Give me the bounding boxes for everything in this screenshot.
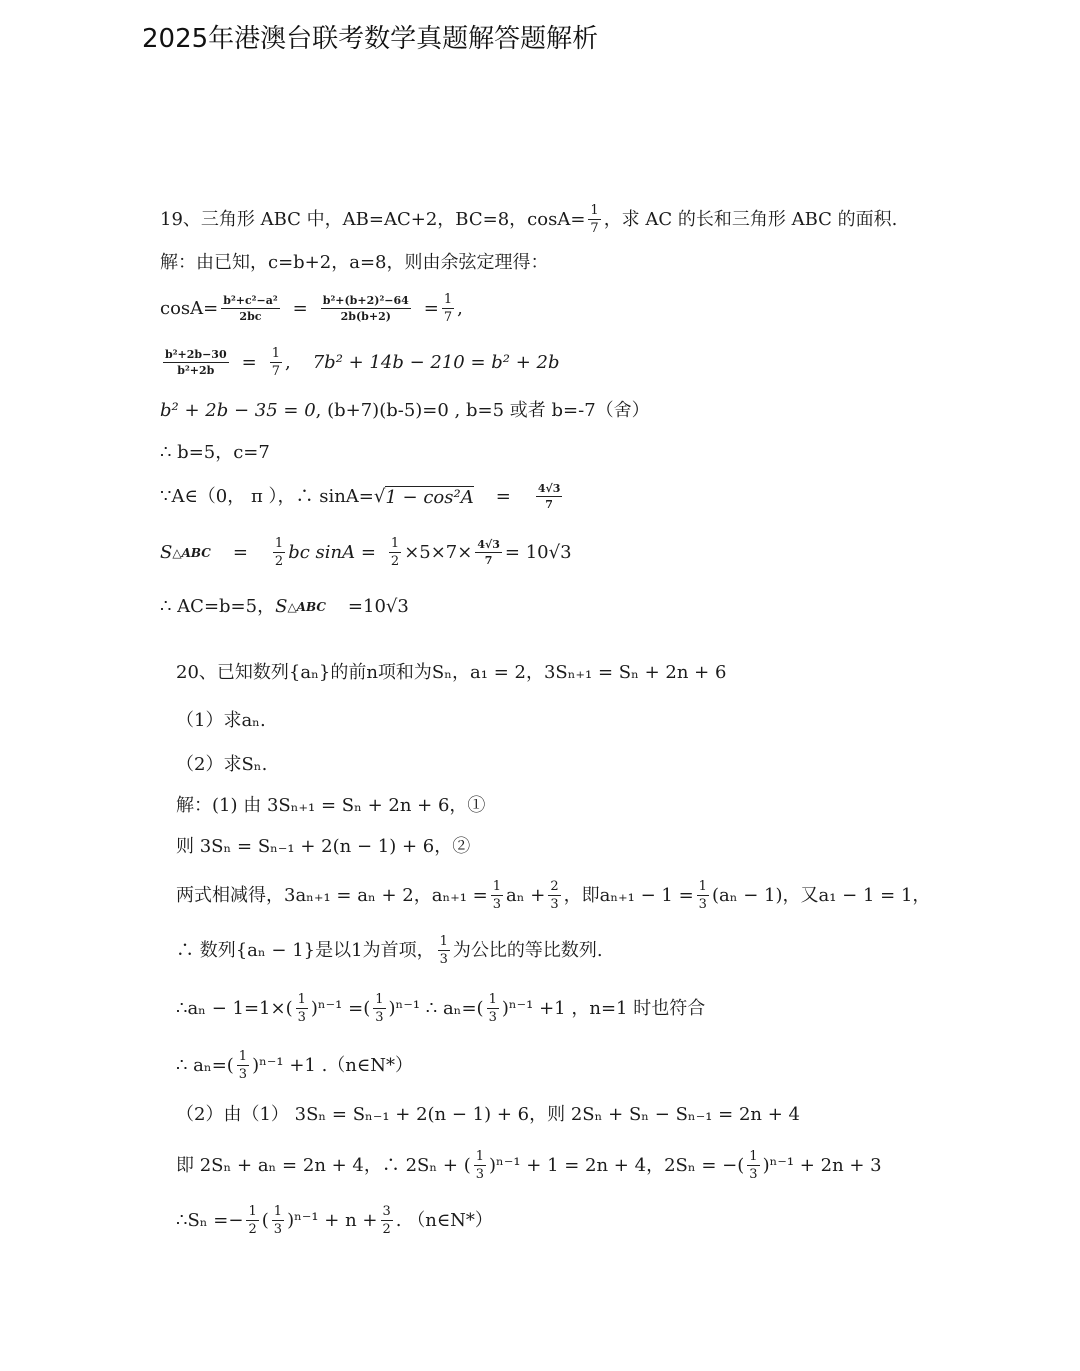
fraction-denominator: 7: [443, 310, 453, 325]
fraction-numerator: 2: [550, 879, 559, 894]
q19-l6-result: = 10√3: [504, 541, 572, 563]
fraction-denominator: 3: [475, 1167, 485, 1182]
fraction-denominator: 3: [492, 897, 502, 912]
fraction-denominator: 2: [274, 554, 284, 569]
q20-s5-b: )ⁿ⁻¹ =(: [310, 997, 371, 1019]
fraction-denominator: 3: [488, 1010, 497, 1025]
q20-s5-fraction-2: [373, 993, 385, 1024]
fraction-denominator: 2: [248, 1222, 257, 1237]
q20-solution-step-3: [176, 880, 930, 911]
q19-l6-s: S: [160, 541, 173, 563]
q19-result-bc: ∴ b=5，c=7: [160, 442, 270, 463]
q19-l7-text: ∴ AC=b=5，: [160, 596, 276, 617]
q20-s4-b: 为公比的等比数列.: [452, 939, 603, 961]
q19-l6-subscript: △ABC: [172, 545, 211, 560]
q19-l7-result: =10√3: [347, 596, 409, 617]
q20-s9-fraction-2: [272, 1205, 284, 1236]
q20-s5-c: )ⁿ⁻¹ ∴ aₙ=(: [388, 997, 484, 1019]
q20-part-1: （1）求aₙ.: [176, 710, 266, 731]
q20-solution-step-9: [176, 1205, 493, 1236]
q20-solution-step-8: [176, 1150, 882, 1181]
fraction-numerator: 1: [488, 992, 497, 1007]
q20-s8-c: )ⁿ⁻¹ + 2n + 3: [762, 1154, 882, 1176]
q19-l1-lhs: cosA=: [160, 297, 219, 319]
fraction-numerator: 1: [273, 1204, 283, 1219]
q19-l1-equals: =: [292, 297, 308, 319]
fraction-numerator: 1: [274, 536, 284, 551]
q19-l6-multiply: ×5×7×: [404, 541, 473, 563]
q19-l2-comma: ,: [284, 351, 291, 373]
fraction-numerator: 3: [382, 1204, 391, 1219]
q20-solution-step-6: [176, 1050, 413, 1081]
fraction-numerator: 1: [475, 1149, 485, 1164]
q19-l5-equals: =: [495, 485, 511, 507]
q19-conclusion: [160, 598, 409, 616]
q19-equation-line: [160, 347, 560, 378]
fraction-denominator: 2bc: [239, 310, 262, 323]
q19-cos-fraction: [588, 204, 600, 235]
q20-s3-c: ，即aₙ₊₁ − 1 =: [563, 884, 694, 906]
fraction-numerator: 1: [390, 536, 400, 551]
fraction-numerator: b²+(b+2)²−64: [322, 294, 409, 307]
q19-l7-subscript: △ABC: [287, 600, 326, 614]
q19-l3-expression: b² + 2b − 35 = 0: [160, 400, 316, 421]
fraction-denominator: 2: [390, 554, 400, 569]
q20-problem: 20、已知数列{aₙ}的前n项和为Sₙ，a₁ = 2，3Sₙ₊₁ = Sₙ + 2n + 6: [176, 662, 727, 683]
fraction-numerator: 1: [590, 203, 599, 218]
fraction-numerator: 1: [492, 879, 502, 894]
fraction-denominator: 3: [439, 952, 448, 967]
fraction-numerator: 1: [238, 1049, 248, 1064]
q19-l5-text: ∵A∈（0， π ），∴ sinA=√: [160, 485, 386, 507]
document-title: 2025年港澳台联考数学真题解答题解析: [142, 24, 599, 54]
q20-part-2: （2）求Sₙ.: [176, 754, 268, 775]
q19-l3-rest: , (b+7)(b-5)=0 , b=5 或者 b=-7（舍）: [315, 400, 650, 421]
fraction-numerator: 1: [375, 992, 384, 1007]
q19-area-line: [160, 537, 572, 568]
q20-s6-a: ∴ aₙ=(: [176, 1054, 234, 1076]
q19-l1-equals-2: =: [423, 297, 439, 319]
q19-l1-fraction-2: [321, 295, 411, 322]
q19-l2-expression: 7b² + 14b − 210 = b² + 2b: [312, 351, 560, 373]
q19-l5-radicand: 1 − cos²A: [385, 487, 474, 508]
q20-s9-fraction-1: [246, 1205, 258, 1236]
fraction-numerator: 1: [248, 1204, 257, 1219]
q20-solution-step-2: 则 3Sₙ = Sₙ₋₁ + 2(n − 1) + 6，②: [176, 836, 471, 857]
q19-l6-mid: bc sinA =: [288, 541, 376, 563]
q20-s5-a: ∴aₙ − 1=1×(: [176, 997, 293, 1019]
q19-l2-fraction-2: [270, 347, 282, 378]
fraction-numerator: 1: [297, 992, 306, 1007]
q20-s9-c: )ⁿ⁻¹ + n +: [287, 1209, 378, 1231]
fraction-numerator: 4√3: [537, 482, 561, 495]
q20-s8-b: )ⁿ⁻¹ + 1 = 2n + 4，2Sₙ = −(: [489, 1154, 745, 1176]
q20-s3-fraction-1: [491, 880, 503, 911]
fraction-numerator: 1: [698, 879, 707, 894]
q19-l2-equals: =: [241, 351, 257, 373]
q20-s4-a: ∴ 数列{aₙ − 1}是以1为首项，: [176, 939, 435, 961]
fraction-numerator: 1: [439, 934, 448, 949]
q19-l6-equals: =: [232, 541, 248, 563]
q19-l1-fraction-1: [221, 295, 279, 322]
q20-solution-step-7: （2）由（1） 3Sₙ = Sₙ₋₁ + 2(n − 1) + 6，则 2Sₙ + Sₙ − Sₙ₋₁ = 2n + 4: [176, 1104, 800, 1125]
q20-s6-b: )ⁿ⁻¹ +1 .（n∈N*）: [252, 1054, 413, 1076]
q20-s8-fraction-1: [474, 1150, 486, 1181]
q20-s6-fraction: [237, 1050, 249, 1081]
fraction-numerator: b²+2b−30: [165, 348, 227, 361]
q20-s5-fraction-3: [487, 993, 499, 1024]
fraction-numerator: 1: [443, 292, 453, 307]
q19-l7-s: S: [275, 596, 288, 617]
q19-l6-half: [273, 537, 285, 568]
q19-problem-suffix: ，求 AC 的长和三角形 ABC 的面积.: [603, 208, 898, 230]
q20-s9-fraction-3: [381, 1205, 393, 1236]
q19-cosine-law-line: [160, 293, 463, 324]
fraction-denominator: 3: [749, 1167, 758, 1182]
fraction-denominator: 3: [375, 1010, 384, 1025]
fraction-numerator: 1: [271, 346, 280, 361]
fraction-denominator: 3: [273, 1222, 283, 1237]
fraction-denominator: 3: [550, 897, 559, 912]
fraction-denominator: 7: [271, 364, 280, 379]
q19-l1-fraction-3: [442, 293, 454, 324]
q20-s3-a: 两式相减得，3aₙ₊₁ = aₙ + 2，aₙ₊₁ =: [176, 884, 488, 906]
q19-l6-half-2: [389, 537, 401, 568]
q19-l6-fraction: [475, 539, 502, 566]
q20-s3-d: (aₙ − 1)，又a₁ − 1 = 1，: [711, 884, 931, 906]
q20-s4-fraction: [438, 935, 450, 966]
q20-s5-d: )ⁿ⁻¹ +1 ，n=1 时也符合: [501, 997, 706, 1019]
q19-problem-prefix: 19、三角形 ABC 中，AB=AC+2，BC=8，cosA=: [160, 208, 586, 230]
fraction-numerator: b²+c²−a²: [223, 294, 278, 307]
fraction-denominator: 2b(b+2): [340, 310, 391, 323]
q20-s9-b: (: [261, 1209, 269, 1231]
q19-l5-fraction: [536, 483, 563, 510]
fraction-denominator: 3: [297, 1010, 306, 1025]
q20-s3-fraction-2: [548, 880, 560, 911]
q19-l2-fraction: [163, 349, 229, 376]
q19-solution-intro: 解：由已知，c=b+2，a=8，则由余弦定理得：: [160, 252, 549, 273]
fraction-denominator: 7: [590, 221, 599, 236]
fraction-numerator: 4√3: [477, 538, 500, 551]
q20-s3-fraction-3: [697, 880, 709, 911]
q20-s8-fraction-2: [747, 1150, 759, 1181]
q20-solution-step-4: [176, 935, 603, 966]
fraction-denominator: 3: [698, 897, 707, 912]
q19-problem: [160, 204, 897, 235]
q19-l1-tail: ,: [457, 297, 463, 319]
q20-solution-step-1: 解：(1) 由 3Sₙ₊₁ = Sₙ + 2n + 6，①: [176, 795, 486, 816]
q20-s9-a: ∴Sₙ =−: [176, 1209, 244, 1231]
fraction-denominator: b²+2b: [177, 364, 215, 377]
fraction-denominator: 3: [238, 1067, 248, 1082]
fraction-denominator: 7: [545, 498, 553, 511]
q19-sine-line: [160, 483, 565, 510]
q20-s9-d: . （n∈N*）: [395, 1209, 493, 1231]
fraction-denominator: 7: [484, 554, 493, 567]
fraction-numerator: 1: [749, 1149, 758, 1164]
q19-quadratic-line: [160, 402, 650, 420]
fraction-denominator: 2: [382, 1222, 391, 1237]
q20-s8-a: 即 2Sₙ + aₙ = 2n + 4，∴ 2Sₙ + (: [176, 1154, 471, 1176]
q20-s3-b: aₙ +: [506, 884, 546, 906]
q20-s5-fraction-1: [296, 993, 308, 1024]
q20-solution-step-5: [176, 993, 705, 1024]
